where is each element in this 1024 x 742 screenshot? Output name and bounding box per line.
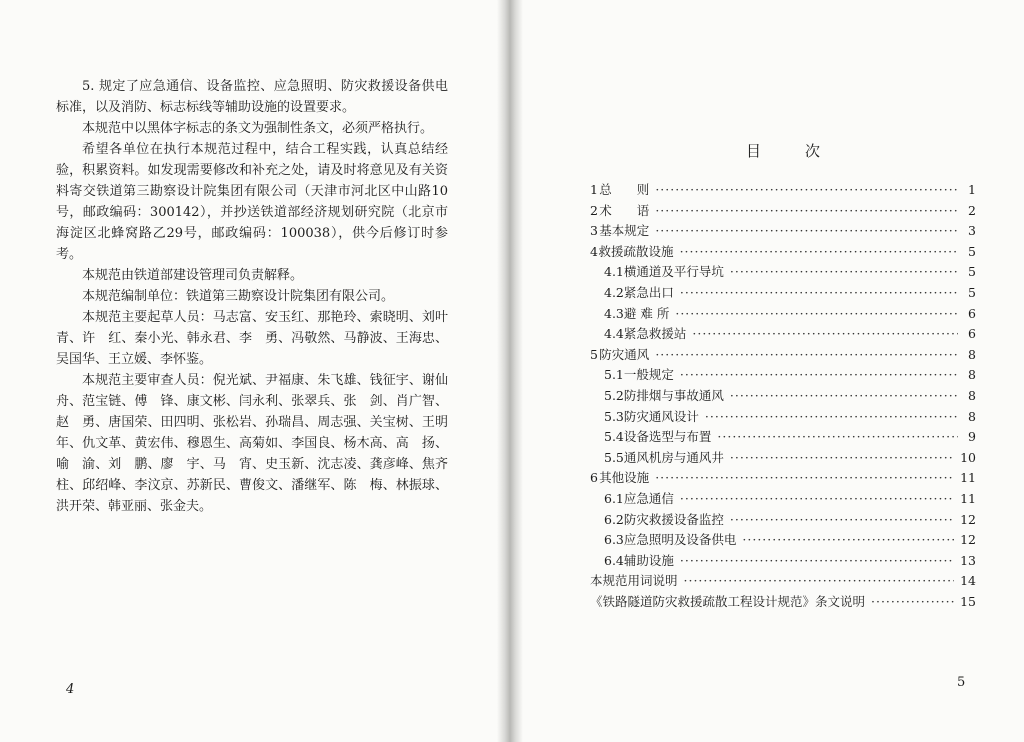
toc-entry-page: 12: [960, 532, 976, 548]
toc-leader-dots: [692, 326, 958, 341]
toc-entry[interactable]: [590, 324, 976, 345]
toc-entry-label: 防排烟与事故通风: [623, 387, 724, 403]
toc-leader-dots: [655, 470, 954, 485]
toc-leader-dots: [655, 223, 958, 238]
toc-entry-page: 6: [968, 305, 976, 321]
toc-entry-number: 4: [590, 243, 598, 259]
toc-entry-number: 4.2: [604, 284, 624, 300]
toc-entry-page: 15: [960, 593, 976, 609]
toc-entry-number: 6.4: [604, 552, 624, 568]
toc-entry-number: 5.2: [604, 387, 624, 403]
toc-leader-dots: [730, 264, 958, 279]
toc-entry-page: 10: [960, 449, 976, 465]
toc-leader-dots: [684, 573, 955, 588]
toc-entry-label: 防灾通风设计: [623, 408, 699, 424]
toc-entry-page: 13: [960, 552, 976, 568]
toc-entry-number: 5.5: [604, 449, 624, 465]
toc-leader-dots: [655, 347, 958, 362]
toc-leader-dots: [680, 553, 954, 568]
toc-entry-page: 9: [968, 429, 976, 445]
toc-entry-label: 避 难 所: [623, 305, 670, 321]
book-gutter: [497, 0, 523, 742]
paragraph-feedback: 希望各单位在执行本规范过程中，结合工程实践，认真总结经验，积累资料。如发现需要修改和补充之处，请及时将意见及有关资料寄交铁道第三勘察设计院集团有限公司（天津市河北区中山路10号，邮政编码：300142），并抄送铁道部经济规划研究院（北京市海淀区北蜂窝路乙29号，邮政编码：100038），供今后修订时参考。: [56, 142, 448, 262]
toc-entry[interactable]: [590, 221, 976, 242]
toc-leader-dots: [675, 306, 958, 321]
toc-entry-page: 14: [960, 573, 976, 589]
toc-entry-page: 8: [968, 408, 976, 424]
paragraph-drafters: 本规范主要起草人员：马志富、安玉红、那艳玲、索晓明、刘叶青、许 红、秦小光、韩永君、李 勇、冯敬然、马静波、王海忠、吴国华、王立媛、李怀鉴。: [56, 310, 448, 367]
toc-entry[interactable]: [590, 386, 976, 407]
toc-entry-number: 5.4: [604, 429, 624, 445]
toc-entry-number: 1: [590, 182, 598, 197]
toc-entry[interactable]: [590, 468, 976, 489]
page-number-right: 5: [957, 675, 966, 690]
toc-entry-page: 3: [968, 223, 976, 239]
toc-title: 目次: [746, 142, 865, 160]
toc-entry-page: 5: [968, 284, 976, 300]
paragraph-mandatory-clauses: 本规范中以黑体字标志的条文为强制性条文，必须严格执行。: [82, 121, 434, 136]
toc-entry-label: 一般规定: [623, 367, 674, 383]
toc-entry-label: 基本规定: [599, 223, 650, 239]
toc-entry-number: 6.2: [604, 511, 624, 527]
toc-entry-label: 设备选型与布置: [623, 429, 712, 445]
toc-entry[interactable]: [590, 304, 976, 325]
toc-entry-number: 2: [590, 202, 598, 218]
toc-entry[interactable]: [590, 180, 976, 201]
toc-entry-label: 救援疏散设施: [598, 243, 674, 259]
toc-entry-label: 防灾通风: [599, 346, 650, 362]
toc-entry-number: 6.3: [604, 532, 624, 548]
toc-entry-label: 术 语: [599, 202, 650, 218]
page-number-left: 4: [66, 682, 75, 697]
toc-entry[interactable]: [590, 365, 976, 386]
toc-entry[interactable]: [590, 489, 976, 510]
table-of-contents: [590, 180, 976, 612]
toc-entry-number: 3: [590, 223, 598, 239]
toc-leader-dots: [680, 244, 958, 259]
toc-entry-number: 6: [590, 470, 598, 486]
toc-leader-dots: [730, 388, 958, 403]
toc-entry-page: 5: [968, 243, 976, 259]
toc-entry-number: 5.1: [604, 367, 624, 383]
toc-entry[interactable]: [590, 427, 976, 448]
toc-leader-dots: [742, 532, 954, 547]
toc-entry-page: 11: [960, 490, 976, 506]
toc-entry-number: 4.4: [604, 326, 624, 342]
toc-entry[interactable]: [590, 345, 976, 366]
toc-entry-label: 紧急出口: [623, 284, 674, 300]
toc-entry-page: 2: [968, 202, 976, 218]
toc-entry-number: 4.3: [604, 305, 624, 321]
toc-entry[interactable]: [590, 262, 976, 283]
toc-entry-label: 紧急救援站: [623, 326, 687, 342]
toc-leader-dots: [680, 491, 954, 506]
toc-leader-dots: [730, 512, 954, 527]
toc-leader-dots: [705, 409, 958, 424]
toc-leader-dots: [680, 285, 958, 300]
toc-leader-dots: [680, 367, 958, 382]
toc-entry-label: 应急照明及设备供电: [623, 532, 737, 548]
paragraph-interpretation: 本规范由铁道部建设管理司负责解释。: [82, 268, 304, 283]
toc-entry-label: 防灾救援设备监控: [623, 511, 724, 527]
toc-entry[interactable]: [590, 283, 976, 304]
toc-leader-dots: [730, 450, 954, 465]
toc-entry-number: 6.1: [604, 490, 624, 506]
toc-entry-label: 辅助设施: [623, 552, 674, 568]
toc-entry-page: 6: [968, 326, 976, 342]
toc-entry[interactable]: [590, 510, 976, 531]
toc-entry-label: 总 则: [599, 182, 650, 197]
toc-entry-page: 5: [968, 264, 976, 280]
left-page: [0, 0, 505, 742]
paragraph-reviewers: 本规范主要审查人员：倪光斌、尹福康、朱飞雄、钱征宇、谢仙舟、范宝链、傅 锋、康文彬、闫永利、张翠兵、张 剑、肖广智、赵 勇、唐国荣、田四明、张松岩、孙瑞昌、周志强、关宝树、王明年、仇文革、黄宏伟、穆恩生、高菊如、李国良、杨木高、高 扬、喻 渝、刘 鹏、廖 宇、马 宵、史玉新、沈志凌、龚彦峰、焦齐柱、邱绍峰、李汶京、苏新民、曹俊文、潘继军、陈 梅、林振球、洪开荣、韩亚丽、张金夫。: [56, 373, 448, 514]
toc-entry-label: 横通道及平行导坑: [623, 264, 724, 280]
toc-leader-dots: [655, 203, 958, 218]
toc-entry[interactable]: [590, 530, 976, 551]
toc-entry-label: 应急通信: [623, 490, 674, 506]
toc-entry[interactable]: [590, 592, 976, 613]
toc-entry-number: 4.1: [604, 264, 624, 280]
toc-leader-dots: [717, 429, 958, 444]
toc-entry-page: 1: [968, 182, 976, 197]
toc-entry-label: 通风机房与通风井: [623, 449, 724, 465]
toc-entry-number: 5.3: [604, 408, 624, 424]
toc-entry[interactable]: [590, 242, 976, 263]
toc-entry[interactable]: [590, 201, 976, 222]
toc-entry-label: 《铁路隧道防灾救援疏散工程设计规范》条文说明: [590, 593, 866, 609]
paragraph-compiler: 本规范编制单位：铁道第三勘察设计院集团有限公司。: [82, 289, 395, 304]
toc-entry-page: 8: [968, 367, 976, 383]
toc-entry[interactable]: [590, 571, 976, 592]
paragraph-item-5: 5. 规定了应急通信、设备监控、应急照明、防灾救援设备供电标准，以及消防、标志标线等辅助设施的设置要求。: [56, 79, 448, 115]
preface-text: [56, 76, 448, 517]
toc-entry[interactable]: [590, 448, 976, 469]
toc-leader-dots: [871, 594, 954, 609]
toc-leader-dots: [655, 182, 958, 197]
toc-entry-page: 8: [968, 346, 976, 362]
toc-entry-number: 5: [590, 346, 598, 362]
toc-entry-page: 12: [960, 511, 976, 527]
toc-entry-page: 11: [960, 470, 976, 486]
toc-entry-page: 8: [968, 387, 976, 403]
toc-entry-label: 本规范用词说明: [590, 573, 678, 589]
toc-entry-label: 其他设施: [599, 470, 650, 486]
toc-entry[interactable]: [590, 551, 976, 572]
toc-entry[interactable]: [590, 407, 976, 428]
